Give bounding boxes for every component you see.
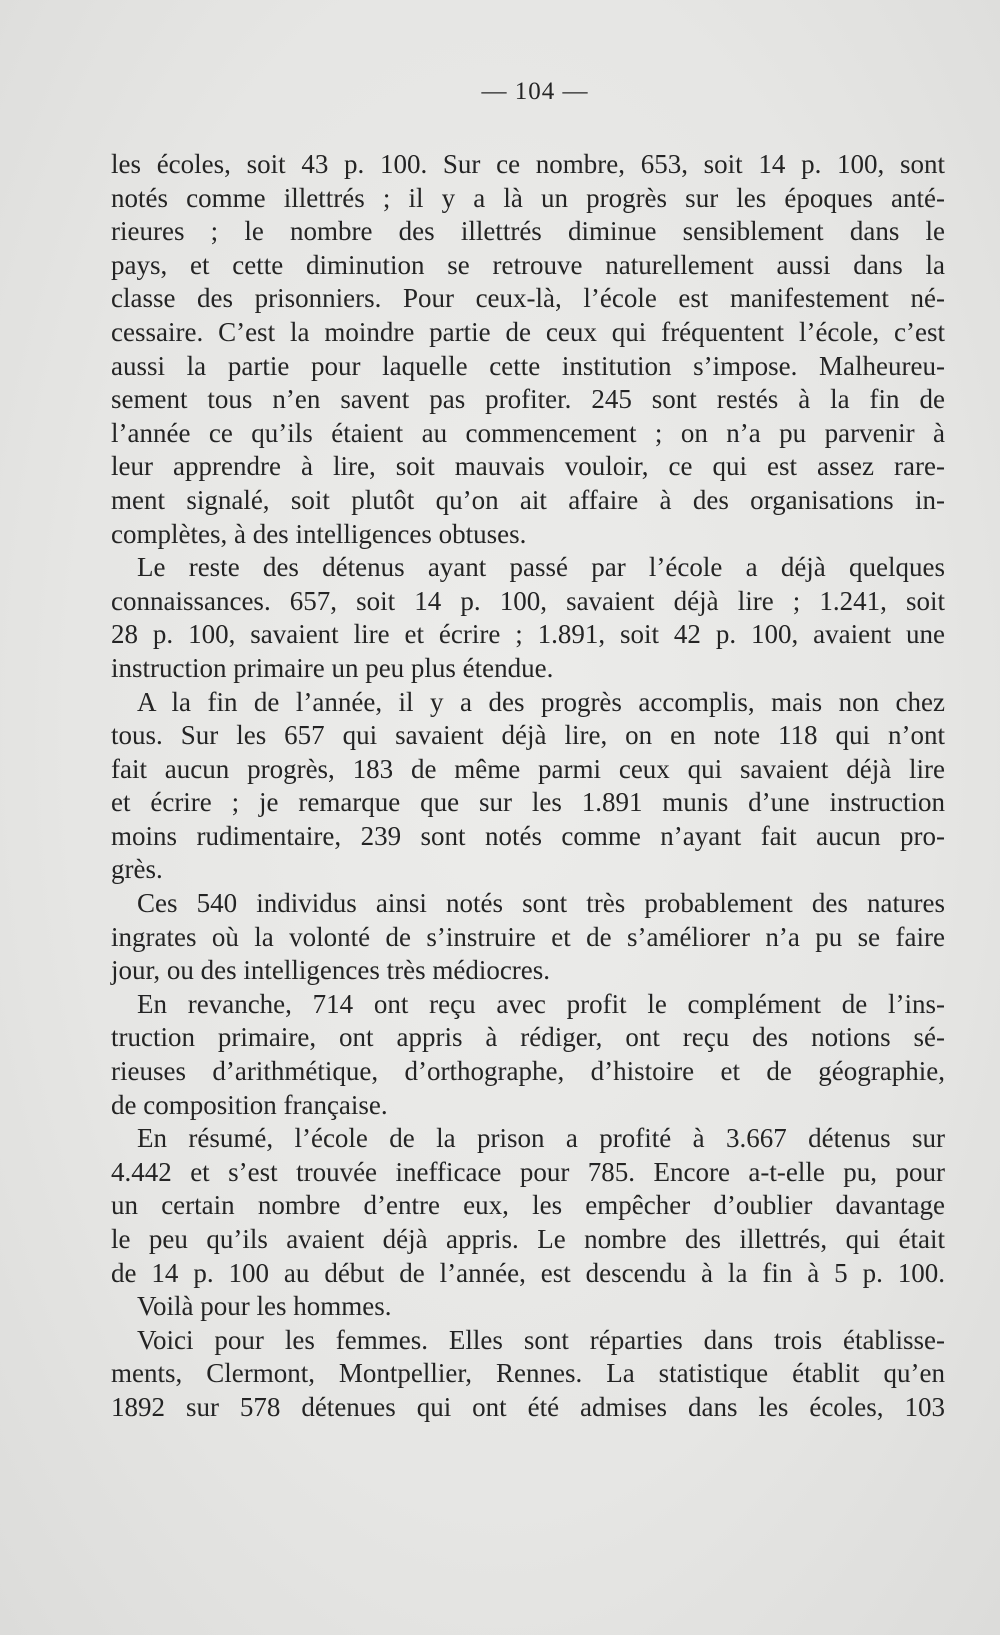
- text-line: pays, et cette diminution se retrouve naturellement aussi dans la: [111, 249, 945, 280]
- text-line: A la fin de l’année, il y a des progrès accomplis, mais non chez: [137, 686, 945, 717]
- text-line: connaissances. 657, soit 14 p. 100, savaient déjà lire ; 1.241, soit: [111, 585, 945, 616]
- text-line: classe des prisonniers. Pour ceux-là, l’école est manifestement né-: [111, 283, 945, 314]
- text-line: un certain nombre d’entre eux, les empêcher d’oublier davantage: [111, 1190, 945, 1221]
- text-line: Voici pour les femmes. Elles sont réparties dans trois établisse-: [137, 1324, 945, 1355]
- page-number: — 104 —: [481, 78, 589, 105]
- text-line: les écoles, soit 43 p. 100. Sur ce nombre, 653, soit 14 p. 100, sont: [111, 149, 945, 179]
- text-line: truction primaire, ont appris à rédiger, ont reçu des notions sé-: [111, 1022, 945, 1053]
- text-line: tous. Sur les 657 qui savaient déjà lire, on en note 118 qui n’ont: [111, 720, 945, 751]
- text-line: le peu qu’ils avaient déjà appris. Le nombre des illettrés, qui était: [111, 1224, 945, 1254]
- text-line: ments, Clermont, Montpellier, Rennes. La statistique établit qu’en: [111, 1358, 945, 1389]
- text-line: de composition française.: [111, 1089, 388, 1120]
- text-line: cessaire. C’est la moindre partie de ceux qui fréquentent l’école, c’est: [111, 316, 945, 347]
- text-line: l’année ce qu’ils étaient au commencement ; on n’a pu parvenir à: [111, 417, 945, 448]
- text-line: ment signalé, soit plutôt qu’on ait affaire à des organisations in-: [111, 484, 945, 515]
- text-line: En revanche, 714 ont reçu avec profit le complément de l’ins-: [137, 988, 945, 1019]
- body-text: [111, 148, 945, 1425]
- text-line: 4.442 et s’est trouvée inefficace pour 785. Encore a-t-elle pu, pour: [111, 1156, 945, 1187]
- text-line: Ces 540 individus ainsi notés sont très probablement des natures: [137, 888, 945, 919]
- text-line: complètes, à des intelligences obtuses.: [111, 518, 527, 549]
- text-line: aussi la partie pour laquelle cette institution s’impose. Malheureu-: [111, 350, 945, 381]
- text-line: Le reste des détenus ayant passé par l’école a déjà quelques: [137, 552, 945, 583]
- text-line: fait aucun progrès, 183 de même parmi ceux qui savaient déjà lire: [111, 753, 945, 784]
- text-line: moins rudimentaire, 239 sont notés comme n’ayant fait aucun pro-: [111, 820, 945, 851]
- text-line: et écrire ; je remarque que sur les 1.891 munis d’une instruction: [111, 787, 945, 818]
- text-line: rieuses d’arithmétique, d’orthographe, d’histoire et de géographie,: [111, 1056, 945, 1087]
- text-line: jour, ou des intelligences très médiocres.: [111, 955, 551, 986]
- text-line: rieures ; le nombre des illettrés diminue sensiblement dans le: [111, 216, 945, 247]
- text-line: 28 p. 100, savaient lire et écrire ; 1.891, soit 42 p. 100, avaient une: [111, 619, 945, 650]
- text-line: grès.: [111, 854, 163, 885]
- text-line: leur apprendre à lire, soit mauvais vouloir, ce qui est assez rare-: [111, 451, 945, 482]
- text-line: notés comme illettrés ; il y a là un progrès sur les époques anté-: [111, 182, 945, 213]
- text-line: ingrates où la volonté de s’instruire et de s’améliorer n’a pu se faire: [111, 921, 945, 952]
- text-line: 1892 sur 578 détenues qui ont été admises dans les écoles, 103: [111, 1391, 945, 1422]
- text-line: sement tous n’en savent pas profiter. 245 sont restés à la fin de: [111, 384, 945, 415]
- text-line: En résumé, l’école de la prison a profité à 3.667 détenus sur: [137, 1123, 945, 1154]
- text-line: de 14 p. 100 au début de l’année, est descendu à la fin à 5 p. 100.: [111, 1257, 945, 1288]
- text-line: instruction primaire un peu plus étendue.: [111, 652, 554, 683]
- text-line: Voilà pour les hommes.: [137, 1291, 392, 1322]
